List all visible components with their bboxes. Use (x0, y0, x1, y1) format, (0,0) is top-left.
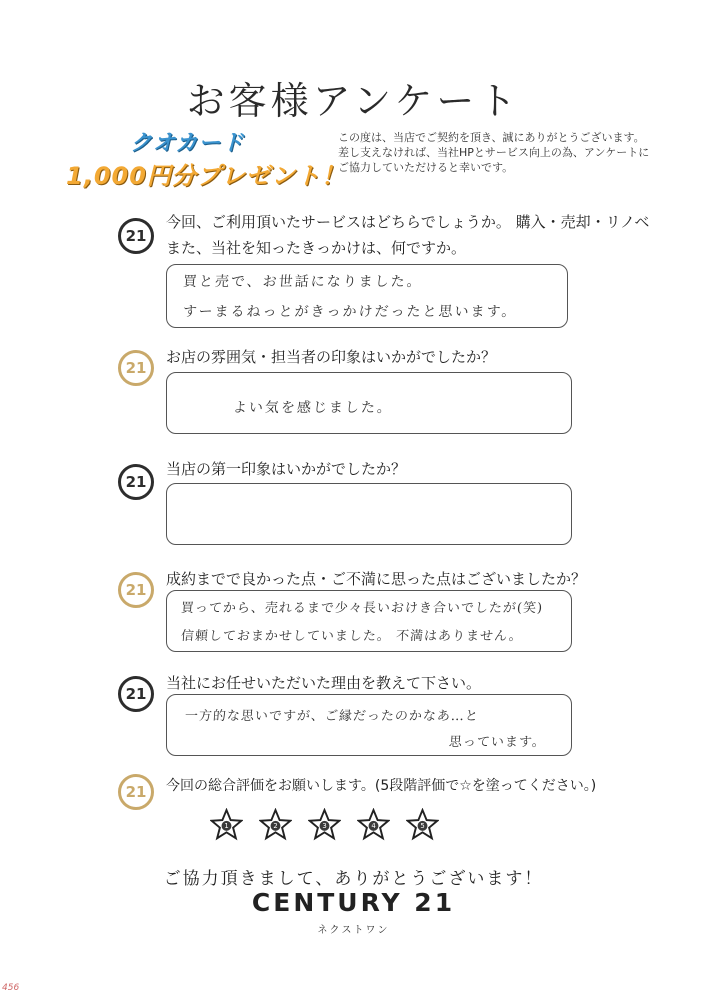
star-number: 2 (273, 821, 278, 830)
answer-text: 思っています。 (448, 735, 547, 750)
star-number: 1 (224, 821, 229, 830)
question-5: 当社にお任せいただいた理由を教えて下さい。 (166, 674, 482, 692)
answer-box-5[interactable] (166, 694, 572, 756)
question-6: 今回の総合評価をお願いします。(5段階評価で☆を塗ってください。) (166, 778, 597, 794)
star-icon[interactable] (259, 808, 292, 841)
century21-badge: 21 (118, 218, 154, 254)
answer-box-2[interactable] (166, 372, 572, 434)
question-1-line-1: 今回、ご利用頂いたサービスはどちらでしょうか。 購入・売却・リノベ (166, 213, 650, 231)
rating-stars (210, 808, 439, 841)
star-icon[interactable] (210, 808, 243, 841)
page-title: お客様アンケート (186, 79, 521, 123)
intro-line: 差し支えなければ、当社HPとサービス向上の為、アンケートに (338, 146, 650, 159)
present-label: 1,000円分プレゼント！ (66, 162, 346, 190)
answer-text: 買と売で、お世話になりました。 (182, 274, 424, 290)
answer-box-1[interactable] (166, 264, 568, 328)
star-icon[interactable] (357, 808, 390, 841)
quo-card-label: クオカード (130, 131, 245, 156)
answer-text: よい気を感じました。 (232, 400, 394, 416)
answer-text: 一方的な思いですが、ご縁だったのかなあ…と (184, 709, 480, 724)
answer-text: 買ってから、売れるまで少々長いおけき合いでしたが(笑) (180, 601, 544, 616)
star-number: 5 (420, 821, 425, 830)
century21-badge: 21 (118, 464, 154, 500)
brand-subtitle: ネクストワン (317, 925, 390, 936)
answer-box-4[interactable] (166, 590, 572, 652)
star-number: 4 (371, 821, 376, 830)
answer-box-3[interactable] (166, 483, 572, 545)
century21-badge: 21 (118, 774, 154, 810)
century21-badge: 21 (118, 350, 154, 386)
thanks-message: ご協力頂きまして、ありがとうございます！ (163, 869, 544, 889)
intro-line: この度は、当店でご契約を頂き、誠にありがとうございます。 (338, 131, 645, 144)
page-number: 456 (2, 983, 20, 993)
answer-text: 信頼しておまかせしていました。 不満はありません。 (180, 629, 524, 644)
star-icon[interactable] (406, 808, 439, 841)
question-2: お店の雰囲気・担当者の印象はいかがでしたか？ (166, 348, 497, 366)
star-number: 3 (322, 821, 327, 830)
question-1-line-2: また、当社を知ったきっかけは、何ですか。 (166, 239, 467, 257)
century21-badge: 21 (118, 572, 154, 608)
intro-line: ご協力していただけると幸いです。 (338, 161, 514, 174)
intro-text (338, 130, 683, 175)
question-4: 成約までで良かった点・ご不満に思った点はございましたか？ (166, 570, 587, 588)
question-3: 当店の第一印象はいかがでしたか？ (166, 460, 407, 478)
answer-text: すーまるねっとがきっかけだったと思います。 (182, 304, 518, 320)
brand-logo: CENTURY 21 (251, 888, 456, 917)
star-icon[interactable] (308, 808, 341, 841)
century21-badge: 21 (118, 676, 154, 712)
